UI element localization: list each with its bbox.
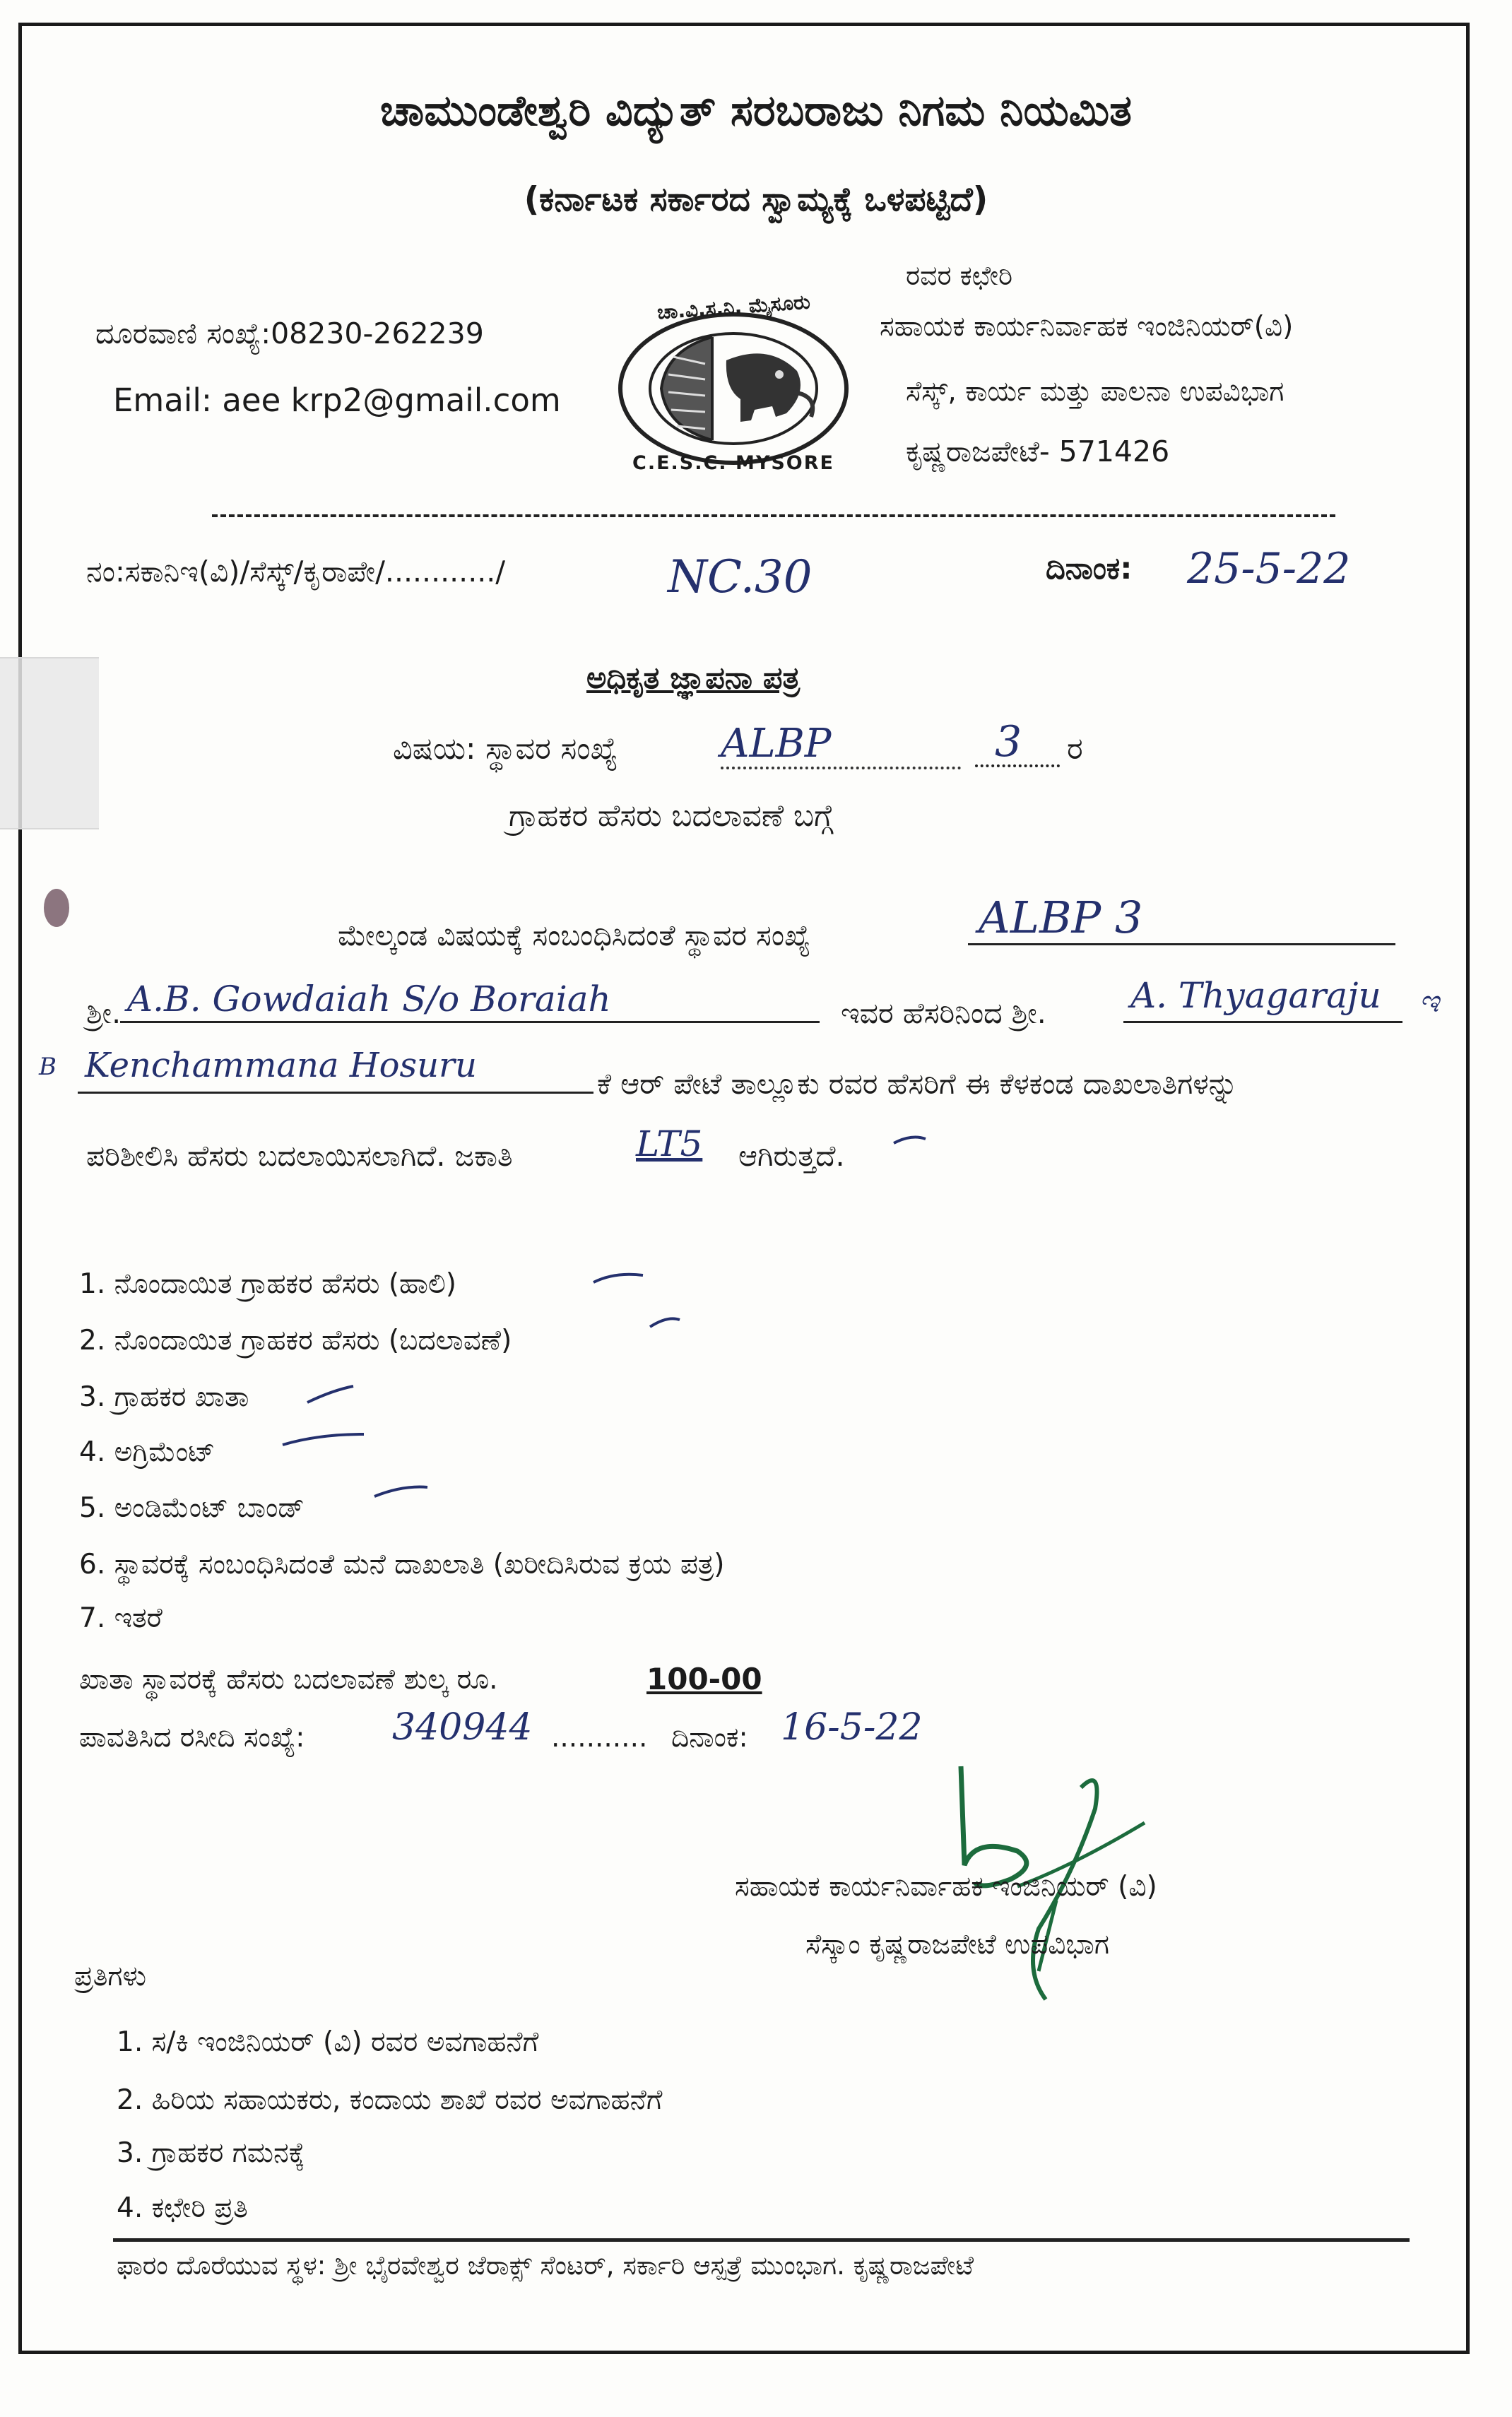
office-line2: ಸಹಾಯಕ ಕಾರ್ಯನಿರ್ವಾಹಕ ಇಂಜಿನಿಯರ್(ವಿ) (880, 311, 1294, 343)
logo-top-text: ಚಾ.ವಿ.ಸ.ನಿ. ಮೈಸೂರು (656, 290, 811, 324)
tariff: LT5 (636, 1123, 703, 1164)
body-line4: ಪರಿಶೀಲಿಸಿ ಹೆಸರು ಬದಲಾಯಿಸಲಾಗಿದೆ. ಜಕಾತಿ (86, 1139, 513, 1173)
office-line3: ಸೆಸ್ಕ್, ಕಾರ್ಯ ಮತ್ತು ಪಾಲನಾ ಉಪವಿಭಾಗ (906, 376, 1284, 408)
copy-item-4: 4. ಕಛೇರಿ ಪ್ರತಿ (117, 2192, 248, 2224)
receipt-label: ಪಾವತಿಸಿದ ರಸೀದಿ ಸಂಖ್ಯೆ: (79, 1722, 305, 1754)
subject-suffix: ರ (1067, 731, 1083, 767)
body-line2-mid: ಇವರ ಹೆಸರಿನಿಂದ ಶ್ರೀ. (841, 996, 1046, 1030)
org-name: ಚಾಮುಂಡೇಶ್ವರಿ ವಿದ್ಯುತ್ ಸರಬರಾಜು ನಿಗಮ ನಿಯಮಿತ (380, 86, 1132, 136)
new-name-end: ಇ (1419, 983, 1439, 1020)
doc-item-7: 7. ಇತರೆ (79, 1602, 163, 1634)
footer-divider (113, 2238, 1410, 2242)
org-subtitle: (ಕರ್ನಾಟಕ ಸರ್ಕಾರದ ಸ್ವಾಮ್ಯಕ್ಕೆ ಒಳಪಟ್ಟಿದೆ) (524, 180, 988, 219)
footer-note: ಫಾರಂ ದೊರೆಯುವ ಸ್ಥಳ: ಶ್ರೀ ಭೈರವೇಶ್ವರ ಜೆರಾಕ್ಸ್ ಸೆಂಟರ್, ಸರ್ಕಾರಿ ಆಸ್ಪತ್ರೆ ಮುಂಭಾಗ. ಕೃಷ್ಣರಾಜಪೇಟೆ (117, 2250, 974, 2281)
logo-bottom-text: C.E.S.C. MYSORE (632, 452, 834, 474)
memo-title: ಅಧಿಕೃತ ಜ್ಞಾಪನಾ ಪತ್ರ (586, 661, 801, 696)
receipt-dots: ........... (551, 1722, 648, 1754)
phone: ದೂರವಾಣಿ ಸಂಖ್ಯೆ:08230-262239 (95, 317, 484, 350)
subject-number: 3 (995, 717, 1022, 767)
fee-label: ಖಾತಾ ಸ್ಥಾವರಕ್ಕೆ ಹೆಸರು ಬದಲಾವಣೆ ಶುಲ್ಕ ರೂ. (79, 1664, 498, 1696)
receipt-date-label: ದಿನಾಂಕ: (671, 1722, 748, 1754)
body-line4-suffix: ಆಗಿರುತ್ತದೆ. (738, 1139, 845, 1173)
body-plant-number: ALBP 3 (979, 892, 1143, 943)
body-line3: ಕೆ ಆರ್ ಪೇಟೆ ತಾಲ್ಲೂಕು ರವರ ಹೆಸರಿಗೆ ಈ ಕೆಳಕಂಡ ದಾಖಲಾತಿಗಳನ್ನು (597, 1067, 1238, 1101)
line3-prefix: B (39, 1053, 57, 1081)
body-line2-prefix: ಶ್ರೀ. (86, 996, 122, 1030)
doc-item-5: 5. ಅಂಡಿಮೆಂಟ್ ಬಾಂಡ್ (79, 1492, 305, 1524)
doc-item-6: 6. ಸ್ಥಾವರಕ್ಕೆ ಸಂಬಂಧಿಸಿದಂತೆ ಮನೆ ದಾಖಲಾತಿ (ಖರೀದಿಸಿರುವ ಕ್ರಯ ಪತ್ರ) (79, 1549, 725, 1580)
copies-label: ಪ್ರತಿಗಳು (74, 1961, 147, 1992)
subject-line3: ಗ್ರಾಹಕರ ಹೆಸರು ಬದಲಾವಣೆ ಬಗ್ಗೆ (509, 798, 834, 834)
fee-amount: 100-00 (646, 1662, 762, 1696)
office-line4: ಕೃಷ್ಣರಾಜಪೇಟೆ- 571426 (906, 435, 1170, 468)
signatory-office: ಸೆಸ್ಕಾಂ ಕೃಷ್ಣರಾಜಪೇಟೆ ಉಪವಿಭಾಗ (805, 1929, 1109, 1961)
office-line1: ರವರ ಕಛೇರಿ (906, 260, 1013, 291)
subject-value: ALBP (721, 721, 961, 769)
copy-item-3: 3. ಗ್ರಾಹಕರ ಗಮನಕ್ಕೆ (117, 2137, 305, 2169)
ref-label: ನಂ:ಸಕಾನಿಇ(ವಿ)/ಸೆಸ್ಕ್/ಕೃರಾಪೇ/............/ (86, 555, 506, 589)
copy-item-1: 1. ಸ/ಕಿ ಇಂಜಿನಿಯರ್ (ವಿ) ರವರ ಅವಗಾಹನೆಗೆ (117, 2026, 539, 2058)
subject-prefix: ವಿಷಯ: ಸ್ಥಾವರ ಸಂಖ್ಯೆ (393, 731, 618, 767)
email[interactable]: Email: aee krp2@gmail.com (113, 382, 561, 419)
copy-item-2: 2. ಹಿರಿಯ ಸಹಾಯಕರು, ಕಂದಾಯ ಶಾಖೆ ರವರ ಅವಗಾಹನೆಗೆ (117, 2084, 663, 2116)
doc-item-3: 3. ಗ್ರಾಹಕರ ಖಾತಾ (79, 1381, 249, 1413)
doc-item-2: 2. ನೊಂದಾಯಿತ ಗ್ರಾಹಕರ ಹೆಸರು (ಬದಲಾವಣೆ) (79, 1325, 512, 1357)
ref-date: 25-5-22 (1187, 544, 1351, 593)
old-name: A.B. Gowdaiah S/o Boraiah (127, 979, 611, 1020)
doc-item-1: 1. ನೊಂದಾಯಿತ ಗ್ರಾಹಕರ ಹೆಸರು (ಹಾಲಿ) (79, 1268, 456, 1300)
new-name: A. Thyagaraju (1130, 975, 1381, 1016)
body-line1: ಮೇಲ್ಕಂಡ ವಿಷಯಕ್ಕೆ ಸಂಬಂಧಿಸಿದಂತೆ ಸ್ಥಾವರ ಸಂಖ್ಯೆ (338, 918, 811, 952)
village-name: Kenchammana Hosuru (85, 1046, 477, 1085)
doc-item-4: 4. ಅಗ್ರಿಮೆಂಟ್ (79, 1436, 215, 1468)
ref-number: NC.30 (668, 551, 813, 603)
receipt-date: 16-5-22 (781, 1706, 923, 1749)
ref-date-label: ದಿನಾಂಕ: (1046, 551, 1133, 586)
receipt-number: 340944 (392, 1706, 533, 1749)
signatory-title: ಸಹಾಯಕ ಕಾರ್ಯನಿರ್ವಾಹಕ ಇಂಜಿನಿಯರ್ (ವಿ) (735, 1871, 1157, 1903)
